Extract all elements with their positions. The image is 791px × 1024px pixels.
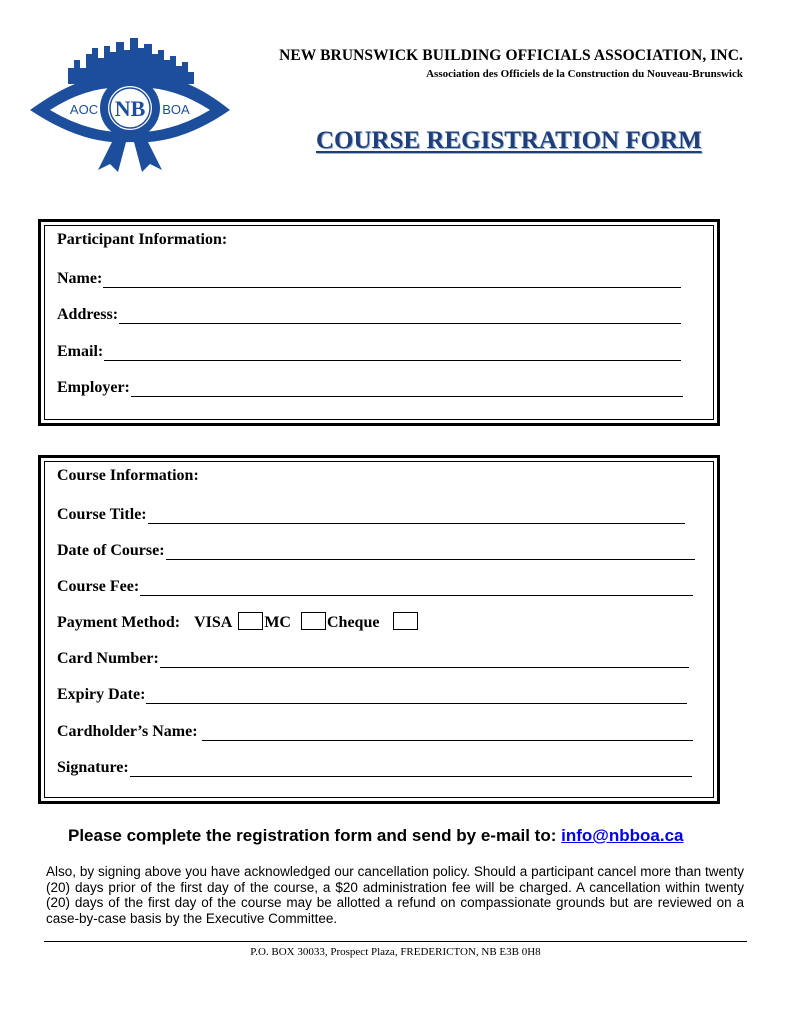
address-field[interactable] (57, 304, 681, 324)
expiry-date-field[interactable] (57, 684, 687, 704)
participant-section (38, 219, 720, 426)
email-link[interactable]: info@nbboa.ca (561, 826, 684, 845)
course-date-field[interactable] (57, 540, 695, 560)
course-fee-label: Course Fee: (57, 578, 140, 595)
participant-heading: Participant Information: (57, 231, 228, 248)
payment-method-label: Payment Method: (57, 614, 181, 631)
course-title-input-line[interactable] (148, 507, 685, 524)
expiry-date-input-line[interactable] (146, 687, 687, 704)
card-number-field[interactable] (57, 648, 689, 668)
cardholder-name-field[interactable] (57, 721, 693, 741)
employer-input-line[interactable] (131, 380, 683, 397)
address-input-line[interactable] (119, 307, 681, 324)
cardholder-name-input-line[interactable] (202, 724, 693, 741)
course-date-input-line[interactable] (166, 543, 695, 560)
mc-checkbox[interactable] (301, 612, 326, 630)
logo-left-text: AOC (69, 102, 99, 117)
course-fee-input-line[interactable] (140, 579, 693, 596)
form-title: COURSE REGISTRATION FORM (316, 127, 702, 154)
cheque-label: Cheque (326, 614, 380, 631)
payment-method-row (57, 610, 419, 632)
email-field[interactable] (57, 341, 681, 361)
mc-label: MC (264, 614, 291, 631)
employer-label: Employer: (57, 379, 130, 396)
course-title-label: Course Title: (57, 506, 147, 523)
address-label: Address: (57, 306, 119, 323)
course-fee-field[interactable] (57, 576, 693, 596)
nbboa-logo (28, 38, 232, 172)
name-field[interactable] (57, 268, 681, 288)
submission-text: Please complete the registration form and send by e-mail to: (68, 826, 562, 845)
signature-field[interactable] (57, 757, 692, 777)
cardholder-name-label: Cardholder’s Name: (57, 723, 198, 740)
org-name: NEW BRUNSWICK BUILDING OFFICIALS ASSOCIATION, INC. (279, 47, 743, 64)
course-section (38, 455, 720, 804)
visa-checkbox[interactable] (238, 612, 263, 630)
footer-divider (44, 941, 747, 942)
footer-address: P.O. BOX 30033, Prospect Plaza, FREDERICTON, NB E3B 0H8 (250, 946, 541, 958)
cancellation-policy: Also, by signing above you have acknowledged our cancellation policy. Should a participant cancel more than twenty (20) days prior of the first day of the course, a $20 administration fee will be charged. A cancellation within twenty (20) days of the first day of the course may be allotted a refund on compassionate grounds but are reviewed on a case-by-case basis by the Executive Committee. (46, 864, 744, 926)
logo-right-text: BOA (162, 102, 190, 117)
name-label: Name: (57, 270, 103, 287)
expiry-date-label: Expiry Date: (57, 686, 146, 703)
submission-instructions (68, 826, 683, 846)
card-number-input-line[interactable] (160, 651, 689, 668)
signature-label: Signature: (57, 759, 129, 776)
employer-field[interactable] (57, 377, 683, 397)
cheque-checkbox[interactable] (393, 612, 418, 630)
visa-label: VISA (194, 614, 233, 631)
course-title-field[interactable] (57, 504, 685, 524)
email-label: Email: (57, 343, 104, 360)
name-input-line[interactable] (103, 271, 681, 288)
signature-input-line[interactable] (130, 760, 692, 777)
logo-center-text: NB (114, 96, 146, 121)
course-heading: Course Information: (57, 467, 199, 484)
card-number-label: Card Number: (57, 650, 159, 667)
org-name-french: Association des Officiels de la Construction du Nouveau-Brunswick (426, 68, 743, 80)
course-date-label: Date of Course: (57, 542, 165, 559)
email-input-line[interactable] (104, 344, 681, 361)
